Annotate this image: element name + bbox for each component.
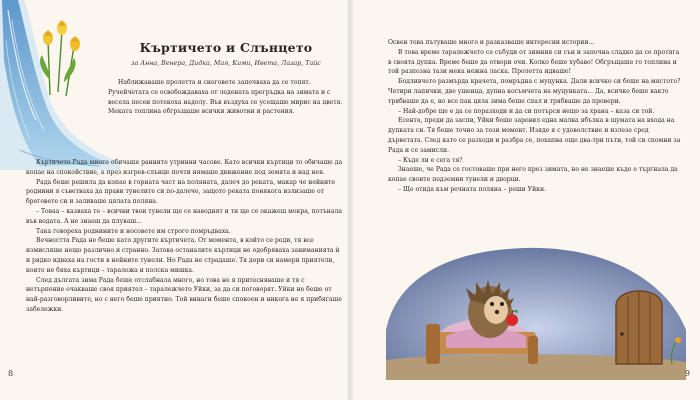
paragraph: Рада беше решила да копае в горната част на поляната, далеч до реката, макар че нейните роднини я съветваха да прави тунелите си по-далече, защото реката понякога излизаше от бреговете си и заливаше цялата поляна.	[26, 178, 336, 206]
waterfall-tulips-illustration	[0, 0, 120, 170]
page-number-left: 8	[8, 369, 14, 378]
paragraph: Така говореха роднините и носовете им строго помръдваха.	[36, 227, 231, 235]
right-page	[350, 0, 700, 400]
paragraph: След дългата зима Рада беше отслабнала много, но това не я притесняваше и тя с нетърпение очакваше своя приятел – таралежчето Уйки, за да си поговорят. Уйки не беше от най-разговорливите, но с него беше приятно. Той винаги беше спокоен и никога не я прибягаше забележки.	[26, 276, 342, 313]
paragraph: Наближаваше пролетта и снеговете започваха да се топят. Ручейчетата се освобождаваха от ледената прегръдка на зимата и с весела песен потекоха надолу. Във въздуха се усещаше мирис на цветя. Меката топлина обгръщаше всички животни и растения.	[108, 79, 343, 116]
left-text-top	[108, 78, 344, 117]
paragraph: Освен това пътуваше много и разказваше интересни истории...	[388, 39, 595, 46]
paragraph: Бодливчето размърда крачета, помръдна с муцунка. Дали всичко си беше на мястото? Четири лапички, две ушенца, дупна косъмчета на муцунката... Да, всичко беше както трябваше да е, но все пак цяла зима беше спал и трябваше да провери.	[388, 78, 681, 105]
paragraph: – Товаа – казваха те – всички твои тунели ще се наводнят и ти ще се окажеш мокра, потънала във водата. А не знаеш да плуваш...	[26, 207, 342, 225]
paragraph: – Къде ли е сега тя?	[398, 156, 463, 164]
story-title: Къртичето и Слънцето	[139, 40, 313, 55]
paragraph: – Ще отида към речната поляна – реши Уйки.	[398, 185, 546, 193]
paragraph: Есента, преди да заспи, Уйки беше заровил една малка ябълка в шумата на входа на дупката си. Тя беше точно за този момент. Изяде я с удоволствие и излезе сред дърветата. След като се разходи и разбра се, похапна още два-три пъти, той си спомни за Рада и се замисли.	[388, 117, 681, 154]
left-text-bottom	[26, 158, 344, 315]
right-text	[388, 38, 682, 195]
paragraph: Знаеше, че Рада се гостоваше при него през зимата, но не знаеше къде е търгнала да копае своите подземни тунели и дворци.	[388, 166, 678, 184]
hedgehog-burrow-illustration	[386, 240, 686, 380]
paragraph: Къртичето Рада много обичаше ранните утринни часове. Като всички къртици то обичаше да копае на спокойствие, а през изгрев-слънце почти нямаше движение под земята и над нея.	[26, 159, 343, 176]
page-number-right: 9	[684, 369, 690, 378]
dedication: за Анна, Венера, Дидка, Мая, Кими, Ивета, Лазар, Тайс	[131, 60, 321, 67]
paragraph: В това време таралежчето се събуди от зимния си сън и започна сладко да се протяга в своята дупка. Време беше да отвори очи. Колко беше хубаво! Обгръщаше го топлина и той разпозна тази мека нежна ласка. Пролетта идваше!	[388, 48, 680, 76]
paragraph: – Най-добре ще е да се поразходи и да си потърси нещо за храна – каза си той.	[398, 107, 655, 115]
paragraph: Вечността Рада не беше като другите къртичета. От момента, в който се роди, тя все измисляше нещо различно и странно. Затова останалите къртици не одобряваха заниманията ѝ и рядко идваха на гости в нейните тунели. Но Рада не страдаше. Тя дори си намери приятели, които не бяха къртици – таралежа и полска мишка.	[26, 237, 340, 274]
